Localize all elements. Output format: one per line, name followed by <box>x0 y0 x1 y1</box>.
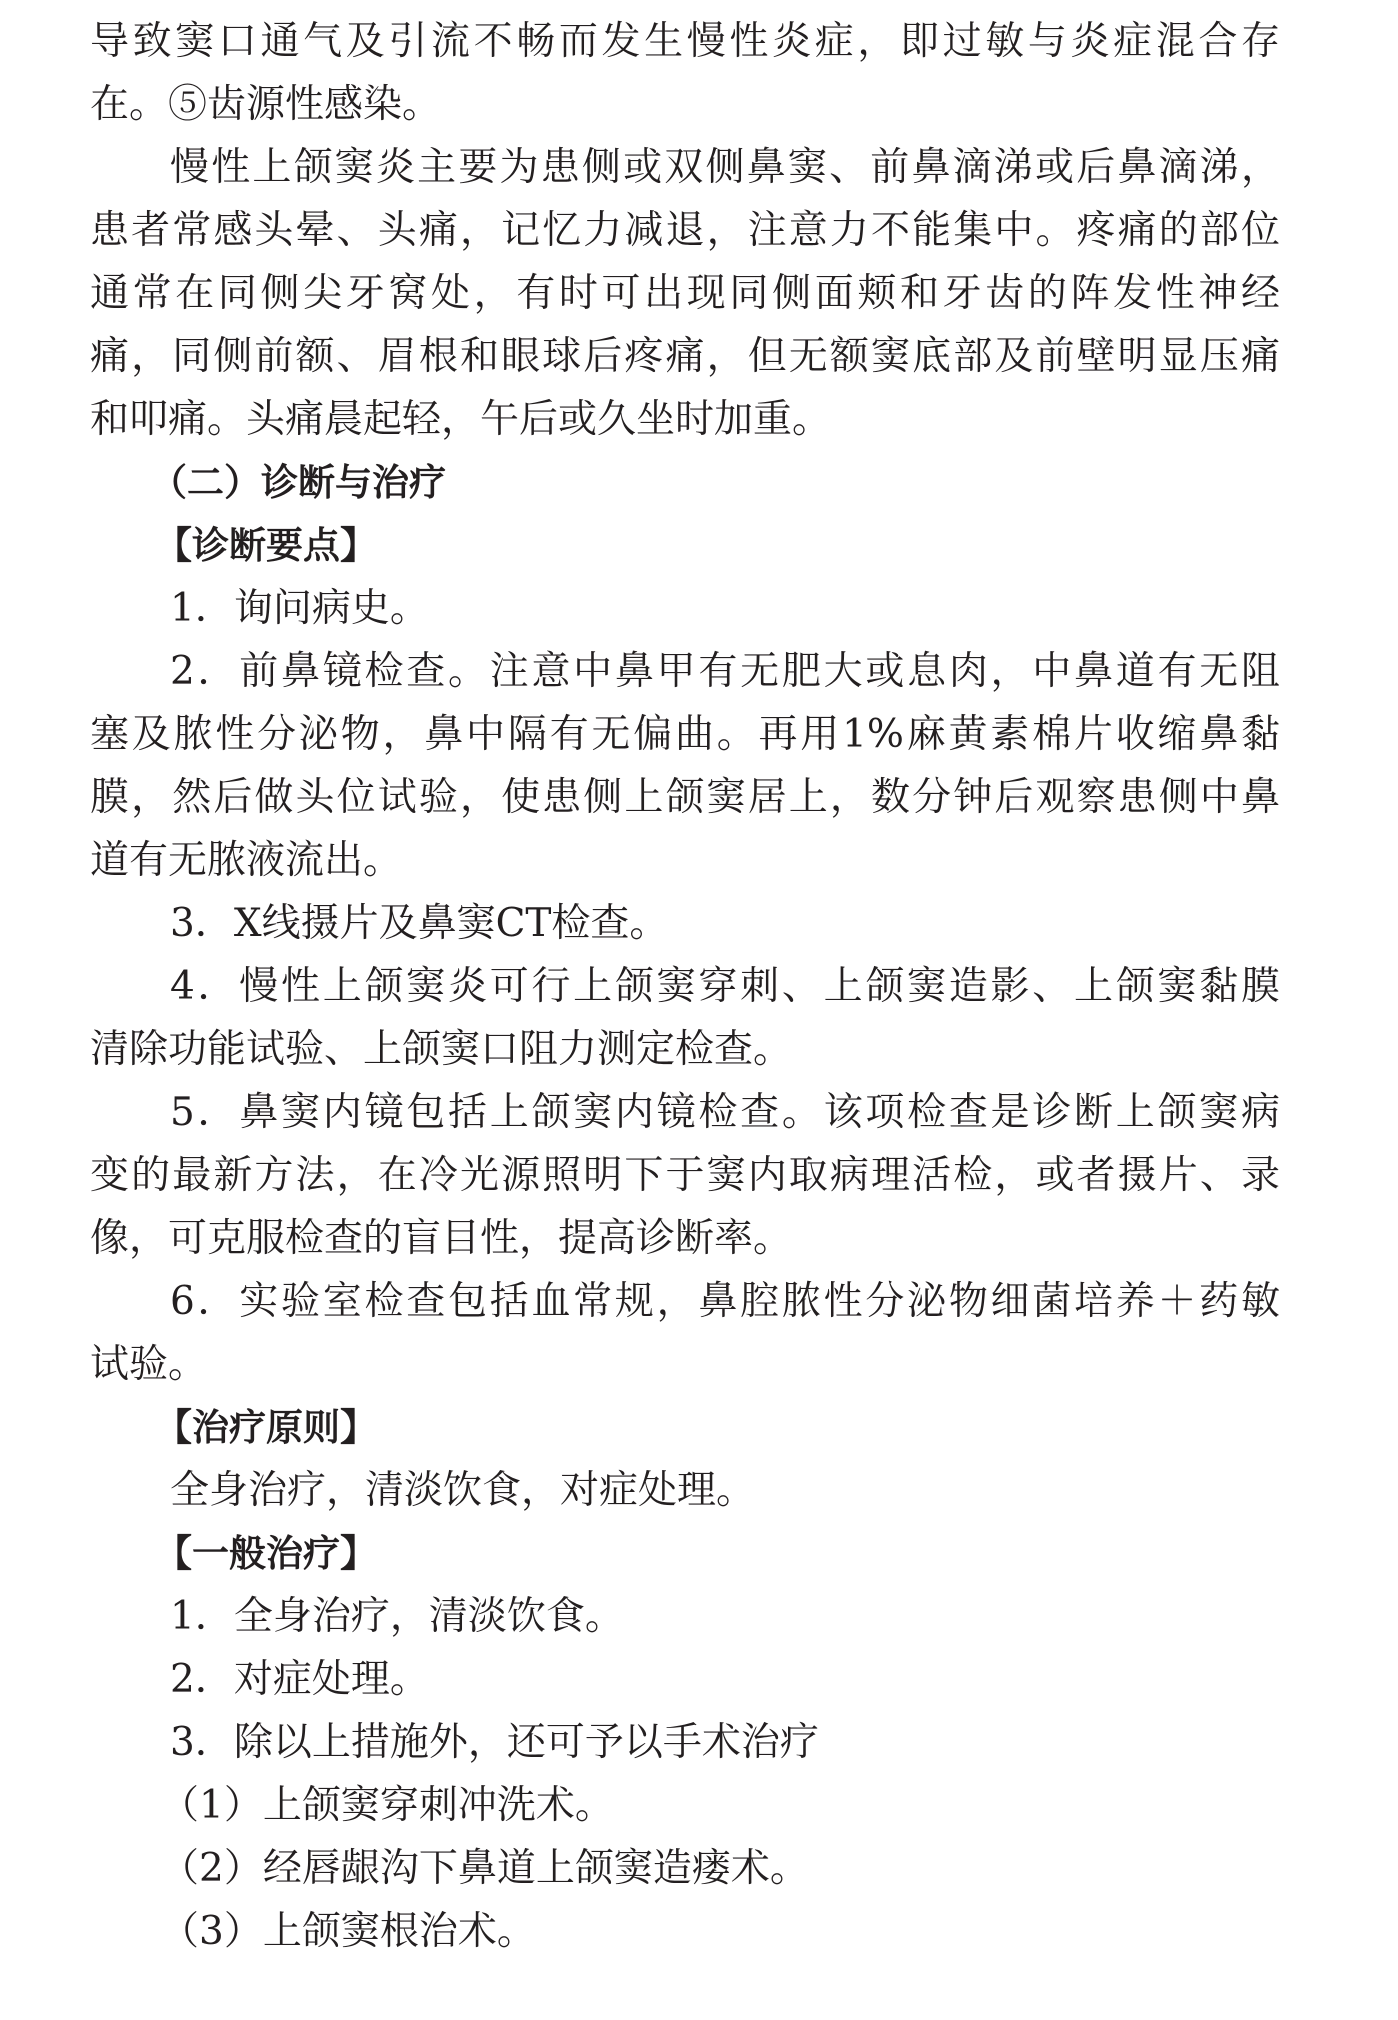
list-item: 2．前鼻镜检查。注意中鼻甲有无肥大或息肉，中鼻道有无阻 <box>170 649 1280 694</box>
paragraph-line: 清除功能试验、上颌窦口阻力测定检查。 <box>90 1027 793 1072</box>
list-item: 3．X线摄片及鼻窦CT检查。 <box>170 901 669 946</box>
paragraph-line: 在。⑤齿源性感染。 <box>90 82 442 127</box>
paragraph-line: 慢性上颌窦炎主要为患侧或双侧鼻窦、前鼻滴涕或后鼻滴涕， <box>170 145 1280 190</box>
paragraph-line: 塞及脓性分泌物，鼻中隔有无偏曲。再用1%麻黄素棉片收缩鼻黏 <box>90 712 1280 757</box>
list-item: 4．慢性上颌窦炎可行上颌窦穿刺、上颌窦造影、上颌窦黏膜 <box>170 964 1280 1009</box>
paragraph-line: 试验。 <box>90 1342 208 1387</box>
list-item: 3．除以上措施外，还可予以手术治疗 <box>170 1720 819 1765</box>
paragraph-line: 和叩痛。头痛晨起轻，午后或久坐时加重。 <box>90 397 832 442</box>
document-page <box>90 10 1280 1963</box>
list-item: 1．询问病史。 <box>170 586 429 631</box>
paragraph-line: 全身治疗，清淡饮食，对症处理。 <box>170 1468 756 1513</box>
list-item: 2．对症处理。 <box>170 1657 429 1702</box>
paragraph-line: 通常在同侧尖牙窝处，有时可出现同侧面颊和牙齿的阵发性神经 <box>90 271 1280 316</box>
sub-list-item: （3）上颌窦根治术。 <box>160 1909 536 1954</box>
subsection-heading: 【诊断要点】 <box>155 524 377 567</box>
list-item: 1．全身治疗，清淡饮食。 <box>170 1594 624 1639</box>
paragraph-line: 痛，同侧前额、眉根和眼球后疼痛，但无额窦底部及前壁明显压痛 <box>90 334 1280 379</box>
list-item: 5．鼻窦内镜包括上颌窦内镜检查。该项检查是诊断上颌窦病 <box>170 1090 1280 1135</box>
section-heading: （二）诊断与治疗 <box>150 461 446 504</box>
subsection-heading: 【治疗原则】 <box>155 1406 377 1449</box>
sub-list-item: （1）上颌窦穿刺冲洗术。 <box>160 1783 614 1828</box>
list-item: 6．实验室检查包括血常规，鼻腔脓性分泌物细菌培养＋药敏 <box>170 1279 1280 1324</box>
paragraph-line: 像，可克服检查的盲目性，提高诊断率。 <box>90 1216 793 1261</box>
paragraph-line: 导致窦口通气及引流不畅而发生慢性炎症，即过敏与炎症混合存 <box>90 19 1280 64</box>
paragraph-line: 膜，然后做头位试验，使患侧上颌窦居上，数分钟后观察患侧中鼻 <box>90 775 1280 820</box>
paragraph-line: 道有无脓液流出。 <box>90 838 403 883</box>
subsection-heading: 【一般治疗】 <box>155 1532 377 1575</box>
sub-list-item: （2）经唇龈沟下鼻道上颌窦造瘘术。 <box>160 1846 809 1891</box>
paragraph-line: 变的最新方法，在冷光源照明下于窦内取病理活检，或者摄片、录 <box>90 1153 1280 1198</box>
paragraph-line: 患者常感头晕、头痛，记忆力减退，注意力不能集中。疼痛的部位 <box>90 208 1280 253</box>
